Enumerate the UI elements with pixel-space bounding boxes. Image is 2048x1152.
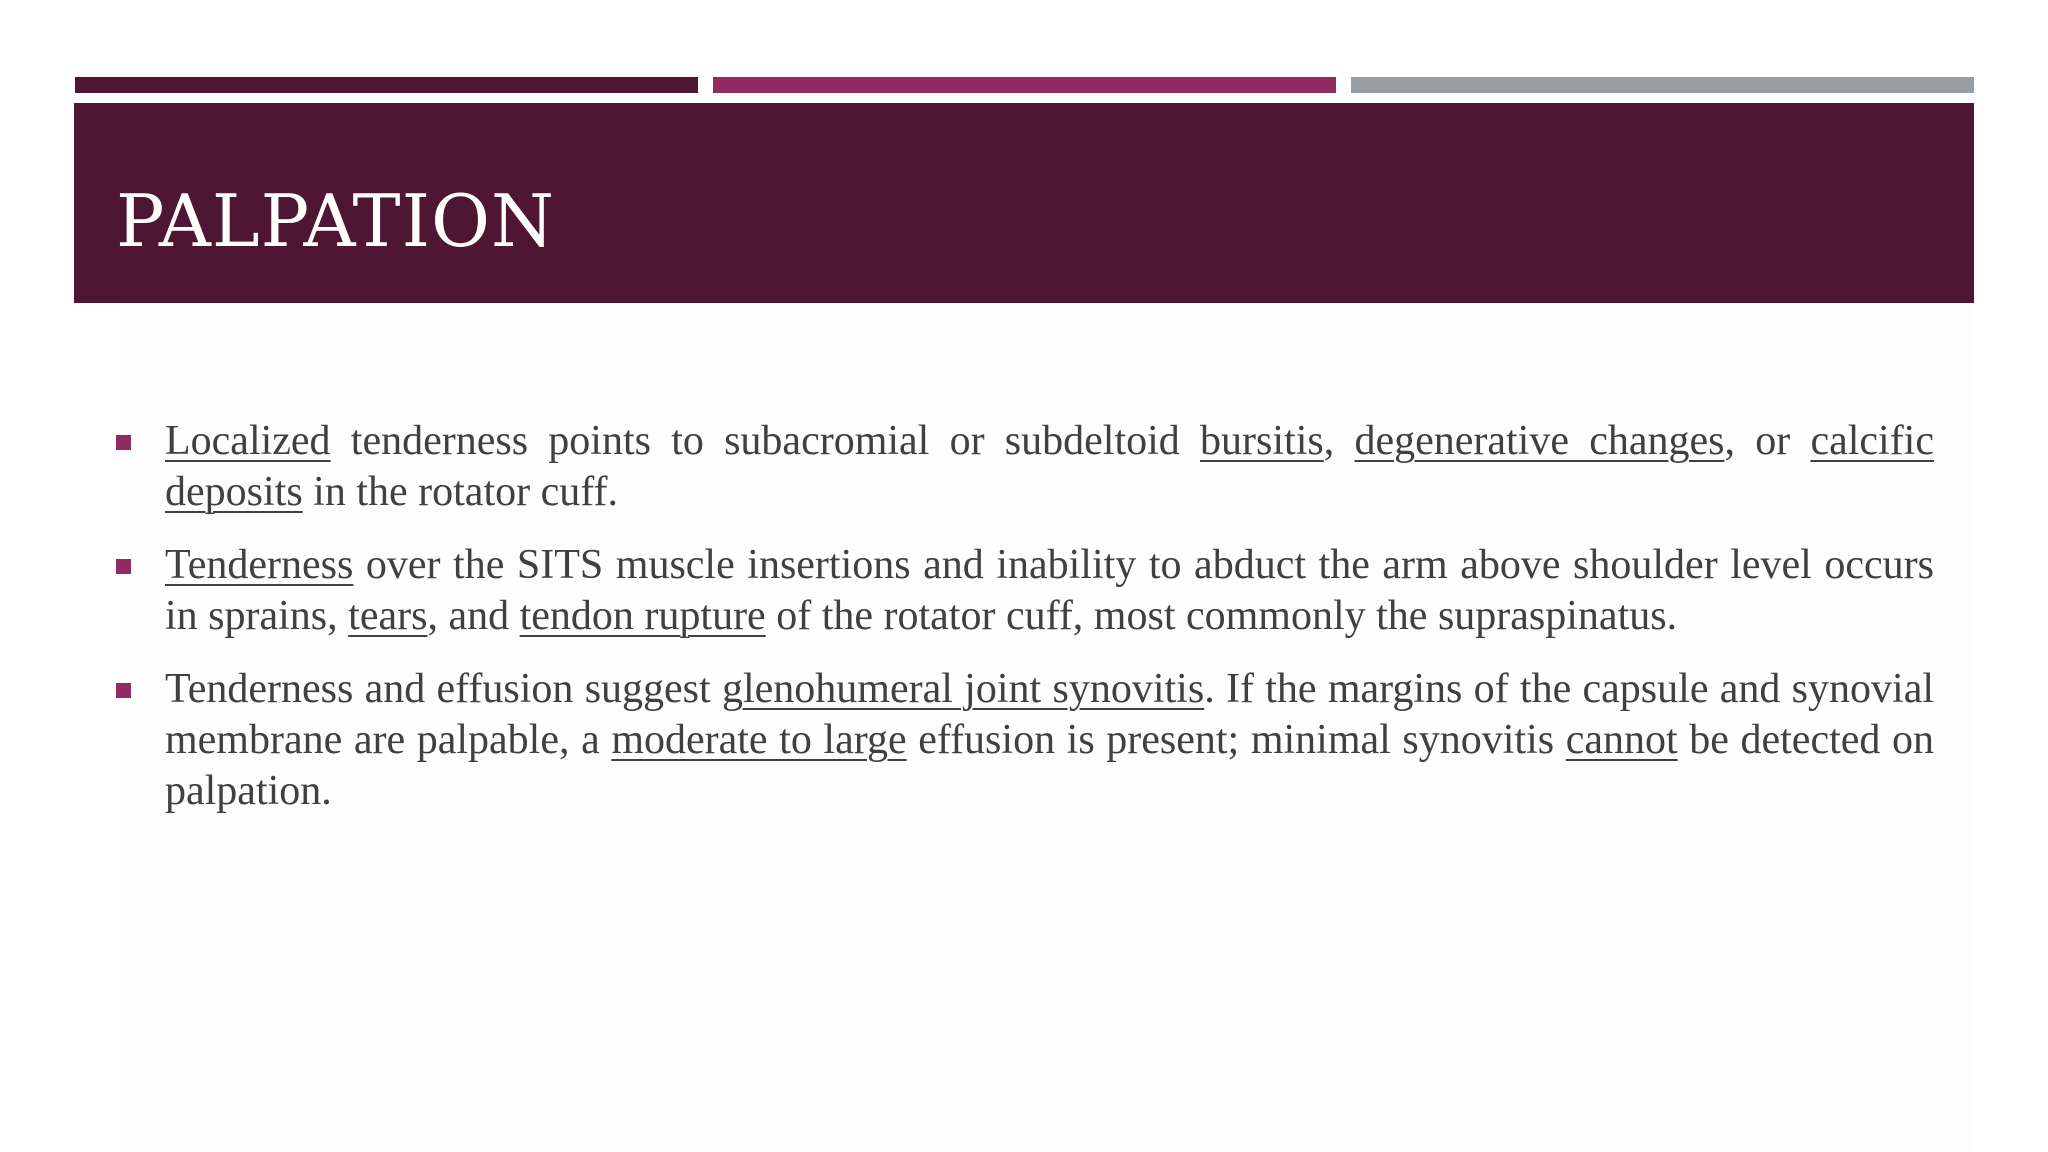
text-segment: in the rotator cuff. [302,469,618,515]
underlined-term: cannot [1565,717,1678,763]
bullet-text [165,416,1934,518]
slide-title: PALPATION [116,179,556,263]
bullet-text [165,540,1934,642]
bullet-item [116,664,1934,817]
accent-bar-magenta [713,77,1336,93]
square-bullet-icon [116,559,131,574]
underlined-term: Tenderness [165,542,354,588]
text-segment: . If the margins of the capsule and synovial membrane are palpable, a [165,666,1935,763]
text-segment: be detected on palpation. [165,717,1934,814]
bullet-item [116,416,1934,518]
text-segment: over the SITS muscle insertions and inability to abduct the arm above shoulder level occurs in sprains, [165,542,1934,639]
text-segment: , and [427,593,520,639]
text-segment: , [1323,418,1355,464]
text-segment: of the rotator cuff, most commonly the supraspinatus. [765,593,1678,639]
underlined-term: tendon rupture [519,593,766,639]
underlined-term: glenohumeral joint synovitis [721,666,1205,712]
accent-bar-dark [75,77,698,93]
square-bullet-icon [116,435,131,450]
text-segment: effusion is present; minimal synovitis [906,717,1566,763]
text-segment: , or [1724,418,1811,464]
square-bullet-icon [116,683,131,698]
underlined-term: calcific deposits [165,418,1934,515]
bullet-text [165,664,1934,817]
bullet-item [116,540,1934,642]
slide-body [116,416,1934,839]
accent-bar-gray [1351,77,1974,93]
bullet-list [116,416,1934,817]
text-segment: tenderness points to subacromial or subdeltoid [330,418,1201,464]
underlined-term: Localized [165,418,331,464]
underlined-term: tears [348,593,428,639]
text-segment: Tenderness and effusion suggest [165,666,722,712]
underlined-term: bursitis [1200,418,1324,464]
underlined-term: moderate to large [611,717,907,763]
underlined-term: degenerative changes [1354,418,1725,464]
title-band [74,103,1974,303]
